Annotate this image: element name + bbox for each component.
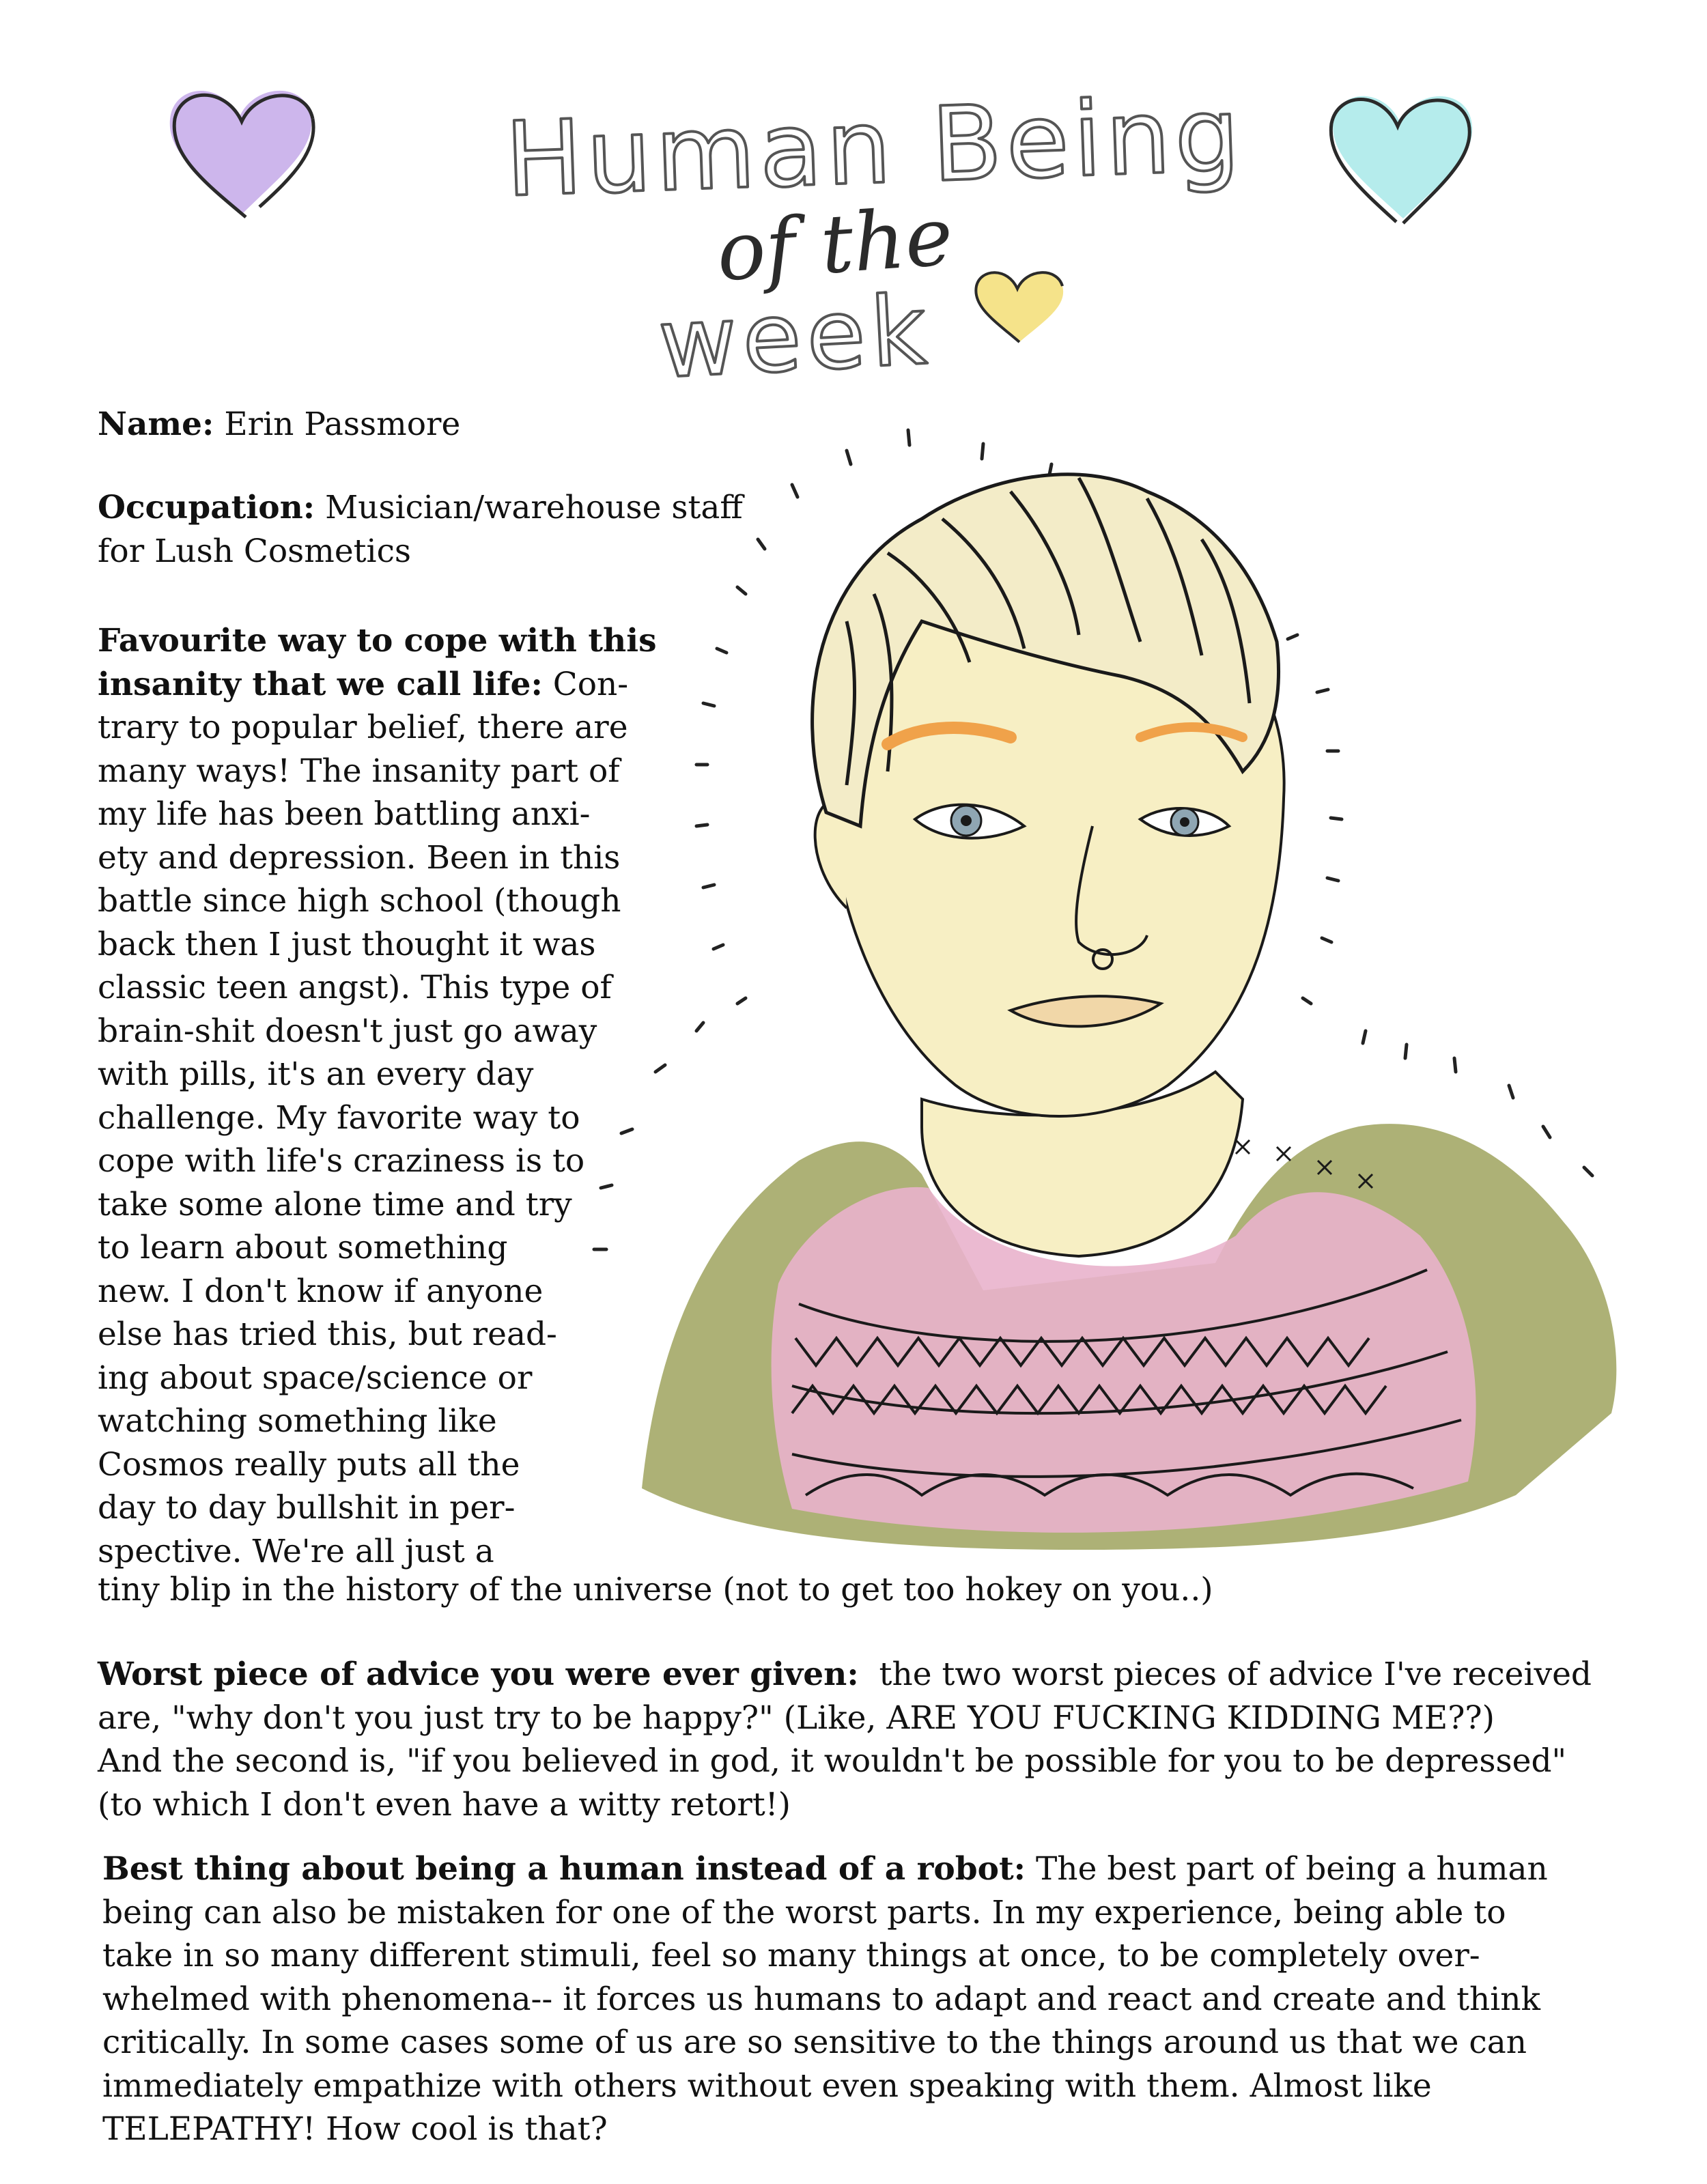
worst-line: the two worst pieces of advice I've received [858, 1656, 1592, 1693]
fav-line: classic teen angst). This type of [98, 969, 612, 1006]
occupation-line-1: Musician/warehouse staff [325, 489, 743, 526]
fav-line: tiny blip in the history of the universe (not to get too hokey on you..) [98, 1571, 1213, 1608]
fav-line: trary to popular belief, there are [98, 709, 628, 746]
best-line: take in so many different stimuli, feel so many things at once, to be completely over- [102, 1937, 1480, 1974]
worst-advice-label: Worst piece of advice you were ever given: [98, 1656, 859, 1693]
best-line: whelmed with phenomena-- it forces us humans to adapt and react and create and think [102, 1980, 1541, 2018]
title-line-3: week [655, 274, 935, 401]
worst-advice-section [98, 1653, 1627, 1826]
fav-line: challenge. My favorite way to [98, 1098, 580, 1137]
fav-line: to learn about something [98, 1229, 508, 1266]
fav-line: day to day bullshit in per- [98, 1489, 516, 1527]
name-value: Erin Passmore [224, 406, 461, 443]
favourite-coping-last-line [98, 1568, 1600, 1612]
occupation-label: Occupation: [98, 489, 315, 526]
fav-label-2: insanity that we call life: [98, 665, 543, 703]
fav-line: my life has been battling anxi- [98, 795, 591, 833]
fav-line: else has tried this, but read- [98, 1316, 557, 1353]
fav-line: spective. We're all just a [98, 1532, 494, 1570]
fav-line: many ways! The insanity part of [98, 752, 620, 790]
purple-heart-icon [157, 74, 328, 224]
favourite-coping-section [98, 619, 664, 1573]
cyan-heart-icon [1321, 79, 1485, 229]
best-line: The best part of being a human [1026, 1850, 1548, 1888]
best-line: immediately empathize with others without even speaking with them. Almost like [102, 2067, 1432, 2105]
worst-line: And the second is, "if you believed in god, it wouldn't be possible for you to be depressed" [98, 1742, 1567, 1780]
fav-label-1: Favourite way to cope with this [98, 622, 657, 660]
page-title [492, 68, 1246, 401]
best-line: being can also be mistaken for one of the worst parts. In my experience, being able to [102, 1893, 1506, 1931]
fav-line: with pills, it's an every day [98, 1055, 534, 1093]
best-line: TELEPATHY! How cool is that? [102, 2110, 608, 2148]
fav-line: watching something like [98, 1402, 497, 1440]
worst-line: (to which I don't even have a witty retort!) [98, 1785, 791, 1824]
fav-line: ety and depression. Been in this [98, 838, 621, 877]
fav-line: brain-shit doesn't just go away [98, 1012, 597, 1050]
fav-line: ing about space/science or [98, 1359, 533, 1397]
name-label: Name: [98, 406, 214, 443]
fav-line: take some alone time and try [98, 1185, 572, 1223]
fav-line: back then I just thought it was [98, 925, 596, 963]
worst-line: are, "why don't you just try to be happy?" (Like, ARE YOU FUCKING KIDDING ME??) [98, 1699, 1495, 1737]
title-line-2: of the [714, 188, 956, 300]
best-thing-label: Best thing about being a human instead of a robot: [102, 1850, 1026, 1888]
fav-line: battle since high school (though [98, 882, 621, 920]
portrait-illustration [601, 416, 1646, 1563]
occupation-line-2: for Lush Cosmetics [98, 532, 412, 570]
title-line-1: Human Being [503, 75, 1246, 221]
best-line: critically. In some cases some of us are so sensitive to the things around us that we can [102, 2024, 1527, 2061]
fav-line: cope with life's craziness is to [98, 1142, 585, 1180]
fav-line: Con- [542, 665, 629, 703]
fav-line: Cosmos really puts all the [98, 1445, 520, 1484]
best-thing-section [102, 1847, 1625, 2151]
fav-line: new. I don't know if anyone [98, 1272, 544, 1310]
